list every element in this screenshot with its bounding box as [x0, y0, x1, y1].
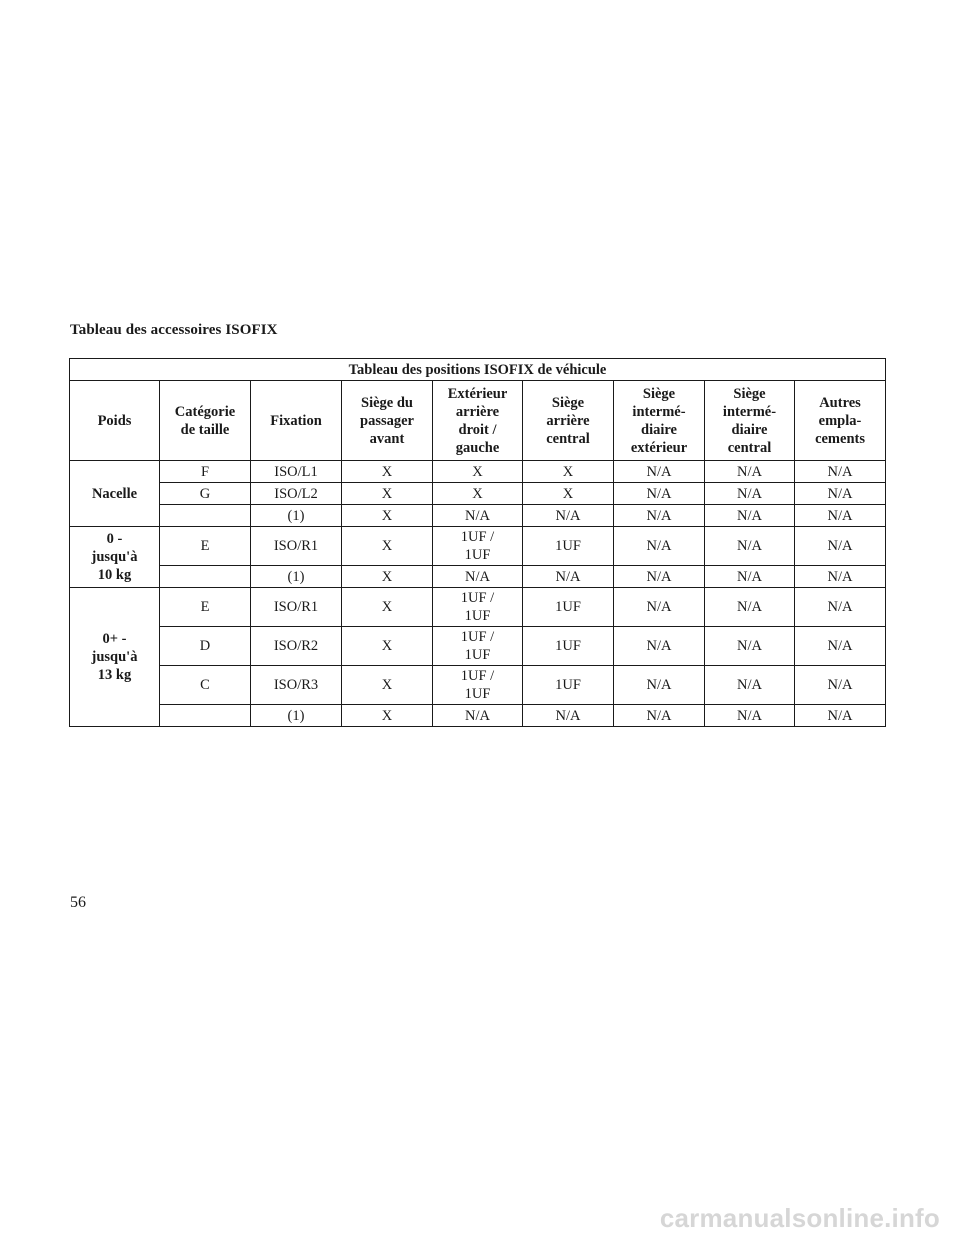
table-cell: N/A: [614, 505, 705, 527]
table-cell: ISO/L1: [251, 461, 342, 483]
table-row: [70, 483, 886, 505]
section-title: Tableau des accessoires ISOFIX: [70, 322, 278, 338]
table-row: [70, 566, 886, 588]
table-cell: N/A: [795, 566, 886, 588]
table-cell: N/A: [795, 461, 886, 483]
table-header-row: [70, 381, 886, 461]
weight-group-label: 0+ - jusqu'à 13 kg: [70, 588, 160, 727]
table-cell: (1): [251, 505, 342, 527]
page-number: 56: [70, 894, 86, 911]
column-header-intermediaire-exterieur: Siège intermé- diaire extérieur: [614, 381, 705, 461]
table-cell: 1UF: [523, 627, 614, 666]
table-cell: F: [160, 461, 251, 483]
table-cell: N/A: [523, 705, 614, 727]
table-cell: X: [433, 461, 523, 483]
table-cell: N/A: [614, 483, 705, 505]
column-header-poids: Poids: [70, 381, 160, 461]
table-cell: N/A: [614, 705, 705, 727]
table-cell: ISO/R1: [251, 527, 342, 566]
table-cell: N/A: [705, 527, 795, 566]
table-row: [70, 505, 886, 527]
table-cell: X: [523, 461, 614, 483]
table-cell: N/A: [705, 566, 795, 588]
column-header-exterieur-arriere: Extérieur arrière droit / gauche: [433, 381, 523, 461]
table-cell: 1UF / 1UF: [433, 588, 523, 627]
table-cell: N/A: [795, 505, 886, 527]
table-cell: N/A: [705, 505, 795, 527]
table-cell: 1UF / 1UF: [433, 666, 523, 705]
table-cell: ISO/R3: [251, 666, 342, 705]
table-cell: X: [342, 566, 433, 588]
table-cell: 1UF / 1UF: [433, 527, 523, 566]
table-cell: C: [160, 666, 251, 705]
table-cell: N/A: [614, 566, 705, 588]
watermark-link[interactable]: carmanualsonline.info: [659, 1203, 940, 1233]
table-cell: X: [342, 588, 433, 627]
table-cell: N/A: [795, 705, 886, 727]
table-cell: N/A: [795, 627, 886, 666]
table-cell: ISO/R2: [251, 627, 342, 666]
table-cell: X: [342, 666, 433, 705]
table-row: [70, 461, 886, 483]
table-cell: N/A: [795, 527, 886, 566]
table-cell: X: [433, 483, 523, 505]
table-cell: N/A: [705, 627, 795, 666]
table-cell: [160, 566, 251, 588]
column-header-intermediaire-central: Siège intermé- diaire central: [705, 381, 795, 461]
table-row: [70, 627, 886, 666]
table-caption-row: [70, 359, 886, 381]
table-cell: X: [342, 461, 433, 483]
table-cell: N/A: [705, 461, 795, 483]
weight-group-label: 0 - jusqu'à 10 kg: [70, 527, 160, 588]
column-header-siege-passager-avant: Siège du passager avant: [342, 381, 433, 461]
table-cell: N/A: [523, 566, 614, 588]
table-cell: N/A: [614, 527, 705, 566]
table-cell: N/A: [705, 588, 795, 627]
isofix-positions-table: [69, 358, 886, 727]
table-cell: X: [342, 483, 433, 505]
table-cell: X: [342, 705, 433, 727]
table-cell: G: [160, 483, 251, 505]
table-cell: N/A: [795, 666, 886, 705]
table-caption: Tableau des positions ISOFIX de véhicule: [70, 359, 886, 381]
table-row: [70, 527, 886, 566]
table-cell: ISO/L2: [251, 483, 342, 505]
table-cell: [160, 505, 251, 527]
table-cell: X: [342, 527, 433, 566]
column-header-autres-emplacements: Autres empla- cements: [795, 381, 886, 461]
table-cell: N/A: [433, 505, 523, 527]
table-cell: 1UF: [523, 666, 614, 705]
table-cell: N/A: [614, 461, 705, 483]
table-cell: X: [342, 627, 433, 666]
column-header-fixation: Fixation: [251, 381, 342, 461]
table-cell: (1): [251, 566, 342, 588]
weight-group-label: Nacelle: [70, 461, 160, 527]
table-cell: N/A: [614, 588, 705, 627]
table-cell: N/A: [433, 566, 523, 588]
column-header-siege-arriere-central: Siège arrière central: [523, 381, 614, 461]
table-cell: N/A: [795, 483, 886, 505]
table-cell: N/A: [705, 483, 795, 505]
table-cell: 1UF: [523, 588, 614, 627]
table-cell: 1UF: [523, 527, 614, 566]
table-cell: D: [160, 627, 251, 666]
table-cell: (1): [251, 705, 342, 727]
table-cell: N/A: [433, 705, 523, 727]
table-row: [70, 588, 886, 627]
table-cell: 1UF / 1UF: [433, 627, 523, 666]
table-cell: N/A: [614, 666, 705, 705]
table-cell: X: [523, 483, 614, 505]
table-row: [70, 705, 886, 727]
column-header-categorie-taille: Catégorie de taille: [160, 381, 251, 461]
table-cell: X: [342, 505, 433, 527]
table-row: [70, 666, 886, 705]
table-cell: N/A: [795, 588, 886, 627]
table-cell: ISO/R1: [251, 588, 342, 627]
table-cell: N/A: [705, 705, 795, 727]
table-cell: N/A: [614, 627, 705, 666]
table-cell: N/A: [523, 505, 614, 527]
table-cell: N/A: [705, 666, 795, 705]
table-cell: E: [160, 527, 251, 566]
table-cell: E: [160, 588, 251, 627]
table-cell: [160, 705, 251, 727]
